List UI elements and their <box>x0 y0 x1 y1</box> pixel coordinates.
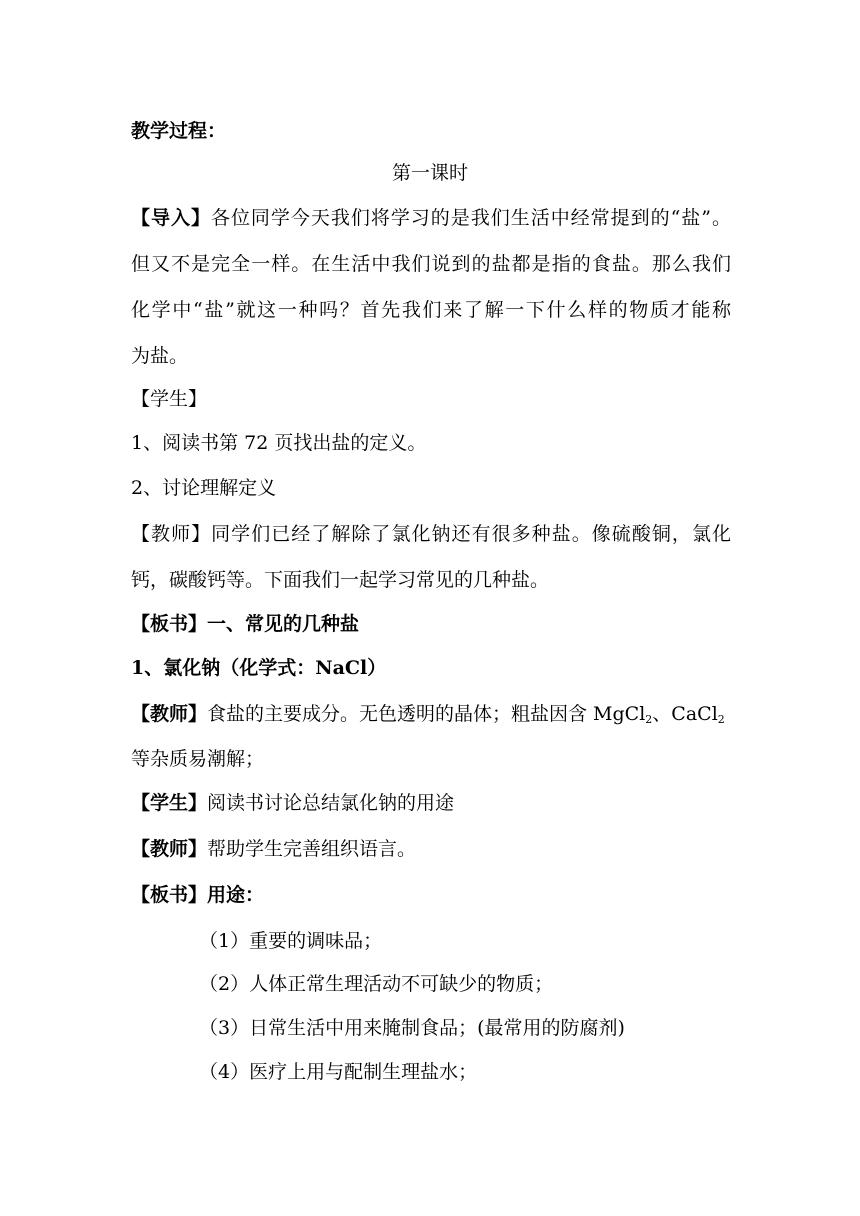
section-heading: 教学过程： <box>131 120 227 142</box>
teacher-paragraph-2-line-1 <box>131 702 731 726</box>
teacher-text-1: 同学们已经了解除了氯化钠还有很多种盐。像硫酸铜，氯化 <box>211 523 731 545</box>
use-item-1: （1）重要的调味品； <box>199 930 383 952</box>
teacher-tag-1: 【教师】 <box>131 523 212 545</box>
teacher-note-3 <box>131 837 731 861</box>
student-item-1: 1、阅读书第 72 页找出盐的定义。 <box>131 432 427 454</box>
nacl-heading: 1、氯化钠（化学式：NaCl） <box>131 657 387 679</box>
teacher-text-3: 帮助学生完善组织语言。 <box>207 838 417 860</box>
student-tag-2: 【学生】 <box>131 792 208 814</box>
student-text-2: 阅读书讨论总结氯化钠的用途 <box>207 792 455 814</box>
lesson-title: 第一课时 <box>391 162 468 184</box>
intro-paragraph-line-1 <box>131 206 731 230</box>
intro-paragraph-line-3: 化学中“盐”就这一种吗？首先我们来了解一下什么样的物质才能称 <box>131 299 731 321</box>
student-tag-1: 【学生】 <box>131 388 208 410</box>
board-tag-2: 【板书】 <box>131 884 208 906</box>
intro-text-1: 各位同学今天我们将学习的是我们生活中经常提到的“盐”。 <box>210 207 731 229</box>
teacher-tag-3: 【教师】 <box>131 838 208 860</box>
teacher-paragraph-2-line-2: 等杂质易潮解； <box>131 748 265 770</box>
student-item-2: 2、讨论理解定义 <box>131 477 277 499</box>
use-item-2: （2）人体正常生理活动不可缺少的物质； <box>199 973 554 995</box>
student-note-2 <box>131 791 731 815</box>
board-text-2: 用途： <box>207 884 265 906</box>
subscript-2a: 2 <box>645 713 653 726</box>
teacher-text-2b: 、CaCl <box>652 703 718 725</box>
teacher-paragraph-1-line-1 <box>131 522 731 546</box>
subscript-2b: 2 <box>717 713 725 726</box>
board-note-1 <box>131 612 731 636</box>
teacher-text-2a: 食盐的主要成分。无色透明的晶体；粗盐因含 MgCl <box>207 703 646 725</box>
teacher-tag-2: 【教师】 <box>131 703 208 725</box>
use-item-4: （4）医疗上用与配制生理盐水； <box>199 1061 478 1083</box>
use-item-3: （3）日常生活中用来腌制食品；(最常用的防腐剂) <box>199 1017 625 1039</box>
intro-paragraph-line-2: 但又不是完全一样。在生活中我们说到的盐都是指的食盐。那么我们 <box>131 253 731 275</box>
board-text-1: 一、常见的几种盐 <box>207 613 360 635</box>
board-tag-1: 【板书】 <box>131 613 208 635</box>
board-note-2 <box>131 883 731 907</box>
intro-tag: 【导入】 <box>131 207 211 229</box>
teacher-paragraph-1-line-2: 钙，碳酸钙等。下面我们一起学习常见的几种盐。 <box>131 569 550 591</box>
intro-paragraph-line-4: 为盐。 <box>131 345 189 367</box>
